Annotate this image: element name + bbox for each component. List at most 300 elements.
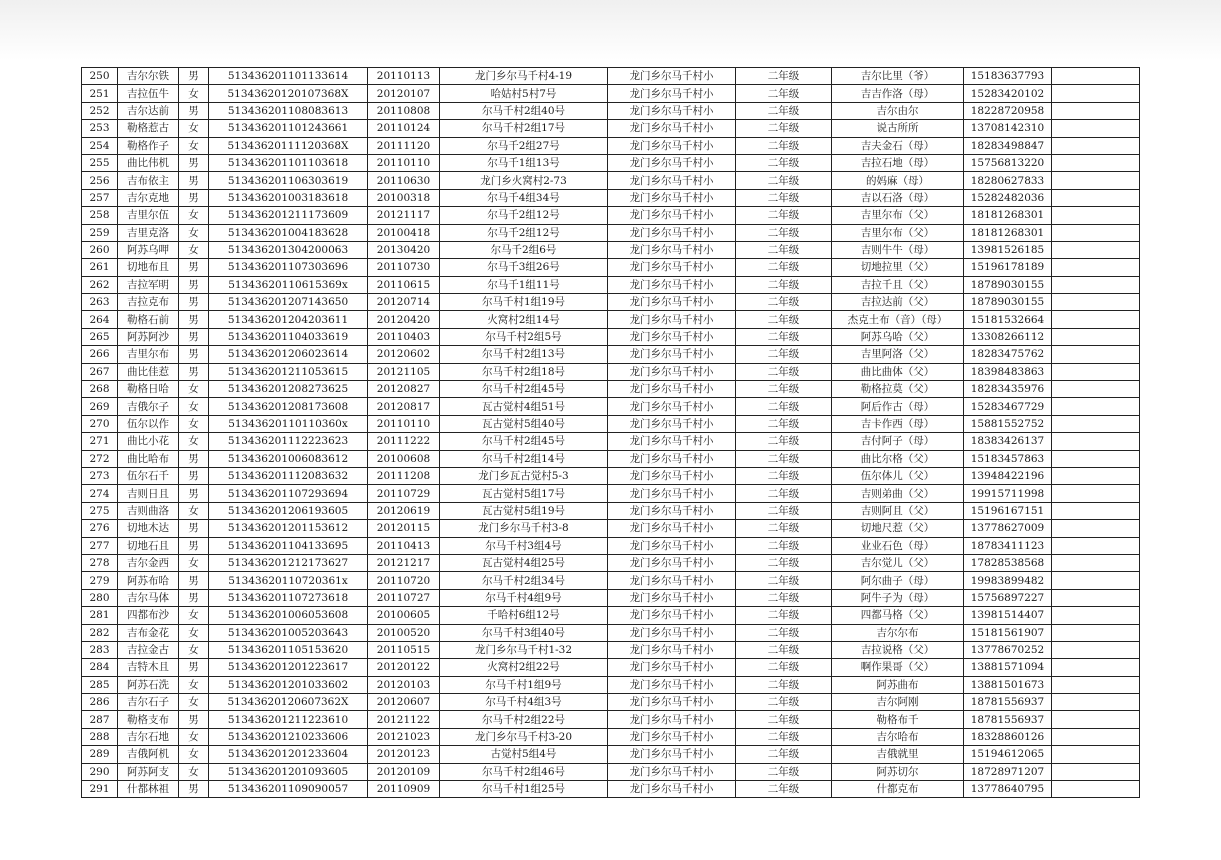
remarks-cell xyxy=(1052,485,1140,502)
id-number-cell: 513436201201093605 xyxy=(209,763,368,780)
table-row xyxy=(82,189,1140,206)
school-name-cell: 龙门乡尔马千村小 xyxy=(608,224,736,241)
remarks-cell xyxy=(1052,85,1140,102)
phone-number-cell: 17828538568 xyxy=(964,554,1052,571)
home-address-cell: 尔马千村2组13号 xyxy=(440,346,608,363)
table-row xyxy=(82,624,1140,641)
home-address-cell: 龙门乡尔马千村3-20 xyxy=(440,728,608,745)
row-number-cell: 263 xyxy=(82,294,118,311)
id-number-cell: 513436201201033602 xyxy=(209,676,368,693)
guardian-name-cell: 吉里尔布（父） xyxy=(832,224,964,241)
home-address-cell: 尔马千村2组17号 xyxy=(440,120,608,137)
id-number-cell: 513436201108083613 xyxy=(209,102,368,119)
gender-cell: 男 xyxy=(179,711,209,728)
grade-cell: 二年级 xyxy=(736,763,832,780)
table-row xyxy=(82,433,1140,450)
id-number-cell: 513436201101133614 xyxy=(209,68,368,85)
birth-date-cell: 20111120 xyxy=(368,137,440,154)
home-address-cell: 尔马千村3组40号 xyxy=(440,624,608,641)
grade-cell: 二年级 xyxy=(736,520,832,537)
grade-cell: 二年级 xyxy=(736,485,832,502)
guardian-name-cell: 业业石色（母） xyxy=(832,537,964,554)
guardian-name-cell: 吉尔比里（爷） xyxy=(832,68,964,85)
school-name-cell: 龙门乡尔马千村小 xyxy=(608,311,736,328)
id-number-cell: 513436201105153620 xyxy=(209,641,368,658)
school-name-cell: 龙门乡尔马千村小 xyxy=(608,554,736,571)
gender-cell: 男 xyxy=(179,659,209,676)
row-number-cell: 287 xyxy=(82,711,118,728)
phone-number-cell: 15194612065 xyxy=(964,746,1052,763)
student-name-cell: 曲比伟机 xyxy=(118,154,179,171)
remarks-cell xyxy=(1052,137,1140,154)
birth-date-cell: 20121217 xyxy=(368,554,440,571)
gender-cell: 男 xyxy=(179,520,209,537)
student-name-cell: 吉里克洛 xyxy=(118,224,179,241)
id-number-cell: 513436201201233604 xyxy=(209,746,368,763)
remarks-cell xyxy=(1052,641,1140,658)
id-number-cell: 513436201304200063 xyxy=(209,241,368,258)
grade-cell: 二年级 xyxy=(736,624,832,641)
birth-date-cell: 20121117 xyxy=(368,207,440,224)
home-address-cell: 尔马千村3组4号 xyxy=(440,537,608,554)
student-name-cell: 吉布金花 xyxy=(118,624,179,641)
id-number-cell: 513436201107293694 xyxy=(209,485,368,502)
home-address-cell: 尔马千村2组45号 xyxy=(440,433,608,450)
row-number-cell: 288 xyxy=(82,728,118,745)
school-name-cell: 龙门乡尔马千村小 xyxy=(608,537,736,554)
gender-cell: 女 xyxy=(179,763,209,780)
school-name-cell: 龙门乡尔马千村小 xyxy=(608,450,736,467)
table-row xyxy=(82,502,1140,519)
roster-body xyxy=(82,68,1140,798)
row-number-cell: 253 xyxy=(82,120,118,137)
student-name-cell: 吉拉伍牛 xyxy=(118,85,179,102)
id-number-cell: 513436201112223623 xyxy=(209,433,368,450)
row-number-cell: 290 xyxy=(82,763,118,780)
phone-number-cell: 18283435976 xyxy=(964,381,1052,398)
guardian-name-cell: 吉尔阿刚 xyxy=(832,694,964,711)
guardian-name-cell: 什都克布 xyxy=(832,781,964,798)
phone-number-cell: 13881571094 xyxy=(964,659,1052,676)
guardian-name-cell: 吉里阿洛（父） xyxy=(832,346,964,363)
school-name-cell: 龙门乡尔马千村小 xyxy=(608,520,736,537)
phone-number-cell: 13881501673 xyxy=(964,676,1052,693)
remarks-cell xyxy=(1052,328,1140,345)
guardian-name-cell: 吉吉作洛（母） xyxy=(832,85,964,102)
gender-cell: 男 xyxy=(179,328,209,345)
home-address-cell: 哈姑村5村7号 xyxy=(440,85,608,102)
remarks-cell xyxy=(1052,694,1140,711)
gender-cell: 女 xyxy=(179,120,209,137)
birth-date-cell: 20110110 xyxy=(368,415,440,432)
home-address-cell: 尔马千村2组40号 xyxy=(440,102,608,119)
home-address-cell: 尔马千村4组9号 xyxy=(440,589,608,606)
student-name-cell: 吉尔马体 xyxy=(118,589,179,606)
grade-cell: 二年级 xyxy=(736,641,832,658)
school-name-cell: 龙门乡尔马千村小 xyxy=(608,607,736,624)
guardian-name-cell: 吉则弟曲（父） xyxy=(832,485,964,502)
remarks-cell xyxy=(1052,624,1140,641)
phone-number-cell: 18789030155 xyxy=(964,276,1052,293)
phone-number-cell: 13948422196 xyxy=(964,467,1052,484)
student-name-cell: 吉则曲洛 xyxy=(118,502,179,519)
id-number-cell: 513436201201153612 xyxy=(209,520,368,537)
row-number-cell: 267 xyxy=(82,363,118,380)
row-number-cell: 262 xyxy=(82,276,118,293)
phone-number-cell: 13308266112 xyxy=(964,328,1052,345)
table-row xyxy=(82,554,1140,571)
student-name-cell: 吉尔达前 xyxy=(118,102,179,119)
student-name-cell: 吉尔石子 xyxy=(118,694,179,711)
id-number-cell: 513436201109090057 xyxy=(209,781,368,798)
row-number-cell: 274 xyxy=(82,485,118,502)
grade-cell: 二年级 xyxy=(736,363,832,380)
birth-date-cell: 20110909 xyxy=(368,781,440,798)
guardian-name-cell: 阿苏曲布 xyxy=(832,676,964,693)
student-name-cell: 曲比佳惹 xyxy=(118,363,179,380)
table-row xyxy=(82,659,1140,676)
row-number-cell: 277 xyxy=(82,537,118,554)
gender-cell: 男 xyxy=(179,172,209,189)
remarks-cell xyxy=(1052,311,1140,328)
home-address-cell: 龙门乡瓦古觉村5-3 xyxy=(440,467,608,484)
remarks-cell xyxy=(1052,189,1140,206)
school-name-cell: 龙门乡尔马千村小 xyxy=(608,346,736,363)
guardian-name-cell: 曲比尔格（父） xyxy=(832,450,964,467)
row-number-cell: 291 xyxy=(82,781,118,798)
table-row xyxy=(82,241,1140,258)
guardian-name-cell: 切地拉里（父） xyxy=(832,259,964,276)
school-name-cell: 龙门乡尔马千村小 xyxy=(608,676,736,693)
gender-cell: 男 xyxy=(179,572,209,589)
gender-cell: 男 xyxy=(179,346,209,363)
id-number-cell: 513436201211223610 xyxy=(209,711,368,728)
phone-number-cell: 15282482036 xyxy=(964,189,1052,206)
school-name-cell: 龙门乡尔马千村小 xyxy=(608,502,736,519)
id-number-cell: 513436201204203611 xyxy=(209,311,368,328)
home-address-cell: 尔马千1组11号 xyxy=(440,276,608,293)
birth-date-cell: 20100605 xyxy=(368,607,440,624)
home-address-cell: 瓦古觉村4组51号 xyxy=(440,398,608,415)
school-name-cell: 龙门乡尔马千村小 xyxy=(608,641,736,658)
gender-cell: 男 xyxy=(179,102,209,119)
guardian-name-cell: 吉拉石地（母） xyxy=(832,154,964,171)
school-name-cell: 龙门乡尔马千村小 xyxy=(608,85,736,102)
grade-cell: 二年级 xyxy=(736,502,832,519)
grade-cell: 二年级 xyxy=(736,694,832,711)
guardian-name-cell: 说古所所 xyxy=(832,120,964,137)
row-number-cell: 266 xyxy=(82,346,118,363)
row-number-cell: 284 xyxy=(82,659,118,676)
student-name-cell: 阿苏阿沙 xyxy=(118,328,179,345)
home-address-cell: 尔马千3组26号 xyxy=(440,259,608,276)
home-address-cell: 尔马千村2组14号 xyxy=(440,450,608,467)
grade-cell: 二年级 xyxy=(736,102,832,119)
table-row xyxy=(82,607,1140,624)
id-number-cell: 513436201107303696 xyxy=(209,259,368,276)
guardian-name-cell: 吉拉达前（父） xyxy=(832,294,964,311)
id-number-cell: 513436201210233606 xyxy=(209,728,368,745)
table-row xyxy=(82,311,1140,328)
home-address-cell: 尔马千村2组46号 xyxy=(440,763,608,780)
school-name-cell: 龙门乡尔马千村小 xyxy=(608,294,736,311)
table-row xyxy=(82,294,1140,311)
phone-number-cell: 13981526185 xyxy=(964,241,1052,258)
table-row xyxy=(82,415,1140,432)
remarks-cell xyxy=(1052,294,1140,311)
school-name-cell: 龙门乡尔马千村小 xyxy=(608,241,736,258)
row-number-cell: 256 xyxy=(82,172,118,189)
phone-number-cell: 18280627833 xyxy=(964,172,1052,189)
id-number-cell: 513436201006053608 xyxy=(209,607,368,624)
grade-cell: 二年级 xyxy=(736,676,832,693)
school-name-cell: 龙门乡尔马千村小 xyxy=(608,659,736,676)
birth-date-cell: 20110403 xyxy=(368,328,440,345)
grade-cell: 二年级 xyxy=(736,607,832,624)
remarks-cell xyxy=(1052,659,1140,676)
id-number-cell: 51343620120107368X xyxy=(209,85,368,102)
gender-cell: 男 xyxy=(179,450,209,467)
student-name-cell: 吉布依主 xyxy=(118,172,179,189)
id-number-cell: 513436201101243661 xyxy=(209,120,368,137)
birth-date-cell: 20120420 xyxy=(368,311,440,328)
phone-number-cell: 15756897227 xyxy=(964,589,1052,606)
birth-date-cell: 20120714 xyxy=(368,294,440,311)
phone-number-cell: 18383426137 xyxy=(964,433,1052,450)
student-name-cell: 吉则日且 xyxy=(118,485,179,502)
birth-date-cell: 20110515 xyxy=(368,641,440,658)
remarks-cell xyxy=(1052,398,1140,415)
home-address-cell: 尔马千2组6号 xyxy=(440,241,608,258)
school-name-cell: 龙门乡尔马千村小 xyxy=(608,120,736,137)
guardian-name-cell: 吉拉千且（父） xyxy=(832,276,964,293)
id-number-cell: 513436201104133695 xyxy=(209,537,368,554)
gender-cell: 女 xyxy=(179,746,209,763)
id-number-cell: 513436201006083612 xyxy=(209,450,368,467)
birth-date-cell: 20100318 xyxy=(368,189,440,206)
scan-shadow xyxy=(0,0,1221,60)
id-number-cell: 513436201107273618 xyxy=(209,589,368,606)
id-number-cell: 513436201208273625 xyxy=(209,381,368,398)
guardian-name-cell: 的妈麻（母） xyxy=(832,172,964,189)
home-address-cell: 千哈村6组12号 xyxy=(440,607,608,624)
phone-number-cell: 13778640795 xyxy=(964,781,1052,798)
id-number-cell: 513436201211173609 xyxy=(209,207,368,224)
student-name-cell: 吉尔克地 xyxy=(118,189,179,206)
home-address-cell: 瓦古觉村4组25号 xyxy=(440,554,608,571)
home-address-cell: 尔马千村2组34号 xyxy=(440,572,608,589)
remarks-cell xyxy=(1052,746,1140,763)
student-name-cell: 勒格作子 xyxy=(118,137,179,154)
grade-cell: 二年级 xyxy=(736,659,832,676)
guardian-name-cell: 吉以石洛（母） xyxy=(832,189,964,206)
table-row xyxy=(82,537,1140,554)
home-address-cell: 瓦古觉村5组19号 xyxy=(440,502,608,519)
grade-cell: 二年级 xyxy=(736,68,832,85)
home-address-cell: 尔马千村2组18号 xyxy=(440,363,608,380)
remarks-cell xyxy=(1052,172,1140,189)
guardian-name-cell: 四都马格（父） xyxy=(832,607,964,624)
gender-cell: 男 xyxy=(179,259,209,276)
table-row xyxy=(82,328,1140,345)
gender-cell: 女 xyxy=(179,433,209,450)
grade-cell: 二年级 xyxy=(736,154,832,171)
guardian-name-cell: 吉俄就里 xyxy=(832,746,964,763)
phone-number-cell: 19983899482 xyxy=(964,572,1052,589)
birth-date-cell: 20110729 xyxy=(368,485,440,502)
guardian-name-cell: 阿后作古（母） xyxy=(832,398,964,415)
remarks-cell xyxy=(1052,728,1140,745)
phone-number-cell: 18781556937 xyxy=(964,694,1052,711)
remarks-cell xyxy=(1052,433,1140,450)
table-row xyxy=(82,224,1140,241)
id-number-cell: 513436201207143650 xyxy=(209,294,368,311)
remarks-cell xyxy=(1052,711,1140,728)
student-name-cell: 阿苏阿支 xyxy=(118,763,179,780)
student-name-cell: 勒格石前 xyxy=(118,311,179,328)
guardian-name-cell: 吉则阿且（父） xyxy=(832,502,964,519)
student-name-cell: 阿苏乌呷 xyxy=(118,241,179,258)
home-address-cell: 尔马千村4组3号 xyxy=(440,694,608,711)
guardian-name-cell: 阿尔曲子（母） xyxy=(832,572,964,589)
birth-date-cell: 20120602 xyxy=(368,346,440,363)
birth-date-cell: 20120827 xyxy=(368,381,440,398)
birth-date-cell: 20120122 xyxy=(368,659,440,676)
school-name-cell: 龙门乡尔马千村小 xyxy=(608,624,736,641)
school-name-cell: 龙门乡尔马千村小 xyxy=(608,694,736,711)
table-row xyxy=(82,763,1140,780)
grade-cell: 二年级 xyxy=(736,467,832,484)
remarks-cell xyxy=(1052,520,1140,537)
remarks-cell xyxy=(1052,102,1140,119)
grade-cell: 二年级 xyxy=(736,746,832,763)
phone-number-cell: 18283475762 xyxy=(964,346,1052,363)
guardian-name-cell: 吉尔觉儿（父） xyxy=(832,554,964,571)
birth-date-cell: 20110113 xyxy=(368,68,440,85)
table-row xyxy=(82,381,1140,398)
table-row xyxy=(82,259,1140,276)
gender-cell: 女 xyxy=(179,554,209,571)
phone-number-cell: 19915711998 xyxy=(964,485,1052,502)
phone-number-cell: 15283420102 xyxy=(964,85,1052,102)
phone-number-cell: 18728971207 xyxy=(964,763,1052,780)
guardian-name-cell: 阿牛子为（母） xyxy=(832,589,964,606)
gender-cell: 女 xyxy=(179,502,209,519)
table-row xyxy=(82,363,1140,380)
table-row xyxy=(82,711,1140,728)
id-number-cell: 513436201208173608 xyxy=(209,398,368,415)
phone-number-cell: 13778627009 xyxy=(964,520,1052,537)
remarks-cell xyxy=(1052,572,1140,589)
gender-cell: 女 xyxy=(179,224,209,241)
gender-cell: 男 xyxy=(179,589,209,606)
guardian-name-cell: 勒格拉莫（父） xyxy=(832,381,964,398)
id-number-cell: 513436201206193605 xyxy=(209,502,368,519)
phone-number-cell: 18783411123 xyxy=(964,537,1052,554)
birth-date-cell: 20110615 xyxy=(368,276,440,293)
id-number-cell: 51343620111120368X xyxy=(209,137,368,154)
home-address-cell: 古觉村5组4号 xyxy=(440,746,608,763)
row-number-cell: 255 xyxy=(82,154,118,171)
phone-number-cell: 18789030155 xyxy=(964,294,1052,311)
school-name-cell: 龙门乡尔马千村小 xyxy=(608,485,736,502)
row-number-cell: 271 xyxy=(82,433,118,450)
guardian-name-cell: 阿苏切尔 xyxy=(832,763,964,780)
table-row xyxy=(82,398,1140,415)
row-number-cell: 273 xyxy=(82,467,118,484)
grade-cell: 二年级 xyxy=(736,346,832,363)
table-row xyxy=(82,120,1140,137)
table-row xyxy=(82,467,1140,484)
birth-date-cell: 20111208 xyxy=(368,467,440,484)
id-number-cell: 51343620110110360x xyxy=(209,415,368,432)
table-row xyxy=(82,276,1140,293)
row-number-cell: 259 xyxy=(82,224,118,241)
table-row xyxy=(82,85,1140,102)
school-name-cell: 龙门乡尔马千村小 xyxy=(608,398,736,415)
home-address-cell: 火窝村2组22号 xyxy=(440,659,608,676)
guardian-name-cell: 曲比曲体（父） xyxy=(832,363,964,380)
grade-cell: 二年级 xyxy=(736,224,832,241)
birth-date-cell: 20100520 xyxy=(368,624,440,641)
guardian-name-cell: 吉尔尔布 xyxy=(832,624,964,641)
school-name-cell: 龙门乡尔马千村小 xyxy=(608,589,736,606)
grade-cell: 二年级 xyxy=(736,537,832,554)
table-row xyxy=(82,694,1140,711)
guardian-name-cell: 吉尔由尔 xyxy=(832,102,964,119)
birth-date-cell: 20110808 xyxy=(368,102,440,119)
row-number-cell: 280 xyxy=(82,589,118,606)
grade-cell: 二年级 xyxy=(736,311,832,328)
row-number-cell: 250 xyxy=(82,68,118,85)
birth-date-cell: 20120107 xyxy=(368,85,440,102)
remarks-cell xyxy=(1052,537,1140,554)
guardian-name-cell: 伍尔体儿（父） xyxy=(832,467,964,484)
remarks-cell xyxy=(1052,224,1140,241)
phone-number-cell: 15283467729 xyxy=(964,398,1052,415)
table-row xyxy=(82,746,1140,763)
student-name-cell: 吉俄尔子 xyxy=(118,398,179,415)
gender-cell: 女 xyxy=(179,728,209,745)
student-roster-table xyxy=(81,67,1140,798)
grade-cell: 二年级 xyxy=(736,189,832,206)
birth-date-cell: 20121105 xyxy=(368,363,440,380)
student-name-cell: 伍尔石千 xyxy=(118,467,179,484)
birth-date-cell: 20120817 xyxy=(368,398,440,415)
guardian-name-cell: 啊作果哥（父） xyxy=(832,659,964,676)
birth-date-cell: 20110720 xyxy=(368,572,440,589)
table-row xyxy=(82,641,1140,658)
row-number-cell: 269 xyxy=(82,398,118,415)
home-address-cell: 尔马千村1组19号 xyxy=(440,294,608,311)
remarks-cell xyxy=(1052,589,1140,606)
remarks-cell xyxy=(1052,502,1140,519)
gender-cell: 男 xyxy=(179,485,209,502)
home-address-cell: 尔马千村2组5号 xyxy=(440,328,608,345)
guardian-name-cell: 吉里尔布（父） xyxy=(832,207,964,224)
row-number-cell: 276 xyxy=(82,520,118,537)
student-name-cell: 吉特木且 xyxy=(118,659,179,676)
id-number-cell: 51343620110615369x xyxy=(209,276,368,293)
home-address-cell: 尔马千2组12号 xyxy=(440,207,608,224)
phone-number-cell: 13778670252 xyxy=(964,641,1052,658)
school-name-cell: 龙门乡尔马千村小 xyxy=(608,172,736,189)
student-name-cell: 吉拉克布 xyxy=(118,294,179,311)
student-name-cell: 曲比小花 xyxy=(118,433,179,450)
birth-date-cell: 20100608 xyxy=(368,450,440,467)
school-name-cell: 龙门乡尔马千村小 xyxy=(608,746,736,763)
id-number-cell: 513436201206023614 xyxy=(209,346,368,363)
